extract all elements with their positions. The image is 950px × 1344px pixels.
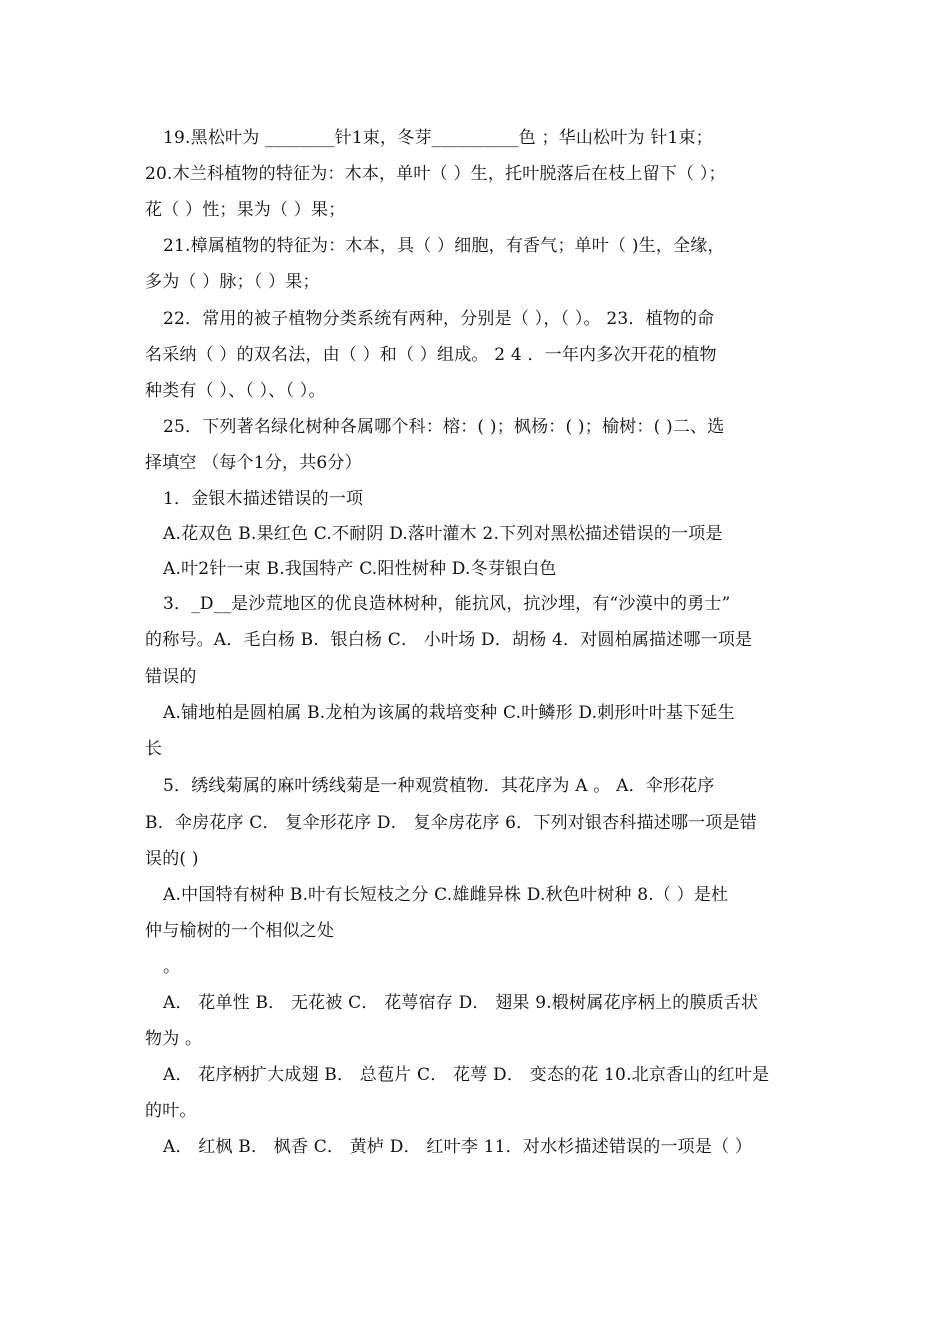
text-line-mc8-cont: 仲与榆树的一个相似之处 — [145, 921, 335, 941]
text-line-mc10-options: A． 红枫 B． 枫香 C． 黄栌 D． 红叶李 11．对水杉描述错误的一项是（ ） — [163, 1137, 753, 1157]
text-line-mc3: 3．_D__是沙荒地区的优良造林树种，能抗风，抗沙埋，有“沙漠中的勇士” — [163, 594, 731, 614]
text-line-mc6-options: A.中国特有树种 B.叶有长短枝之分 C.雄雌异株 D.秋色叶树种 8.（ ）是杜 — [163, 885, 729, 905]
text-line-mc1-options: A.花双色 B.果红色 C.不耐阴 D.落叶灌木 2.下列对黑松描述错误的一项是 — [163, 524, 723, 544]
text-line-q25: 25．下列著名绿化树种各属哪个科：榕：( )；枫杨：( )；榆树：( )二、选 — [163, 417, 725, 437]
text-line-mc10-cont: 的叶。 — [145, 1101, 197, 1121]
text-line-mc4-cont: 错误的 — [145, 667, 197, 687]
text-line-mc1: 1．金银木描述错误的一项 — [163, 489, 364, 509]
text-line-mc9-options: A． 花序柄扩大成翅 B． 总苞片 C． 花萼 D． 变态的花 10.北京香山的红叶是 — [163, 1065, 770, 1085]
text-line-section-two: 择填空 （每个1分，共6分） — [145, 453, 362, 473]
text-line-q24-cont: 种类有（ ）、（ ）、（ ）。 — [145, 381, 326, 401]
text-line-mc9-cont: 物为 。 — [145, 1029, 203, 1049]
text-line-mc3-options: 的称号。A．毛白杨 B．银白杨 C． 小叶场 D．胡杨 4．对圆柏属描述哪一项是 — [145, 630, 753, 650]
text-line-q20-cont: 花（ ）性；果为（ ）果； — [145, 200, 346, 220]
text-line-mc4-options-cont: 长 — [145, 739, 163, 759]
text-line-mc6-cont: 误的( ) — [145, 849, 199, 869]
text-line-period: 。 — [163, 957, 181, 977]
text-line-mc5: 5．绣线菊属的麻叶绣线菊是一种观赏植物．其花序为 A 。 A．伞形花序 — [163, 776, 715, 796]
text-line-mc2-options: A.叶2针一束 B.我国特产 C.阳性树种 D.冬芽银白色 — [163, 559, 557, 579]
text-line-q21-cont: 多为（ ）脉；（ ）果； — [145, 272, 320, 292]
text-line-q19: 19.黑松叶为 ________针1束，冬芽__________色 ；华山松叶为 针1束； — [163, 128, 713, 148]
text-line-q22: 22．常用的被子植物分类系统有两种，分别是（ ），（ ）。 23．植物的命 — [163, 309, 715, 329]
text-line-q20: 20.木兰科植物的特征为：木本，单叶（ ）生，托叶脱落后在枝上留下（ ）； — [145, 164, 726, 184]
text-line-mc5-options: B．伞房花序 C． 复伞形花序 D． 复伞房花序 6．下列对银杏科描述哪一项是错 — [145, 813, 757, 833]
text-line-mc4-options: A.铺地柏是圆柏属 B.龙柏为该属的栽培变种 C.叶鳞形 D.刺形叶叶基下延生 — [163, 703, 735, 723]
text-line-q21: 21.樟属植物的特征为：木本，具（ ）细胞，有香气；单叶（ )生，全缘， — [163, 236, 725, 256]
text-line-mc8-options: A． 花单性 B． 无花被 C． 花萼宿存 D． 翅果 9.椴树属花序柄上的膜质舌状 — [163, 993, 759, 1013]
text-line-q23: 名采纳（ ）的双名法，由（ ）和（ ）组成。 2 4 ．一年内多次开花的植物 — [145, 345, 717, 365]
